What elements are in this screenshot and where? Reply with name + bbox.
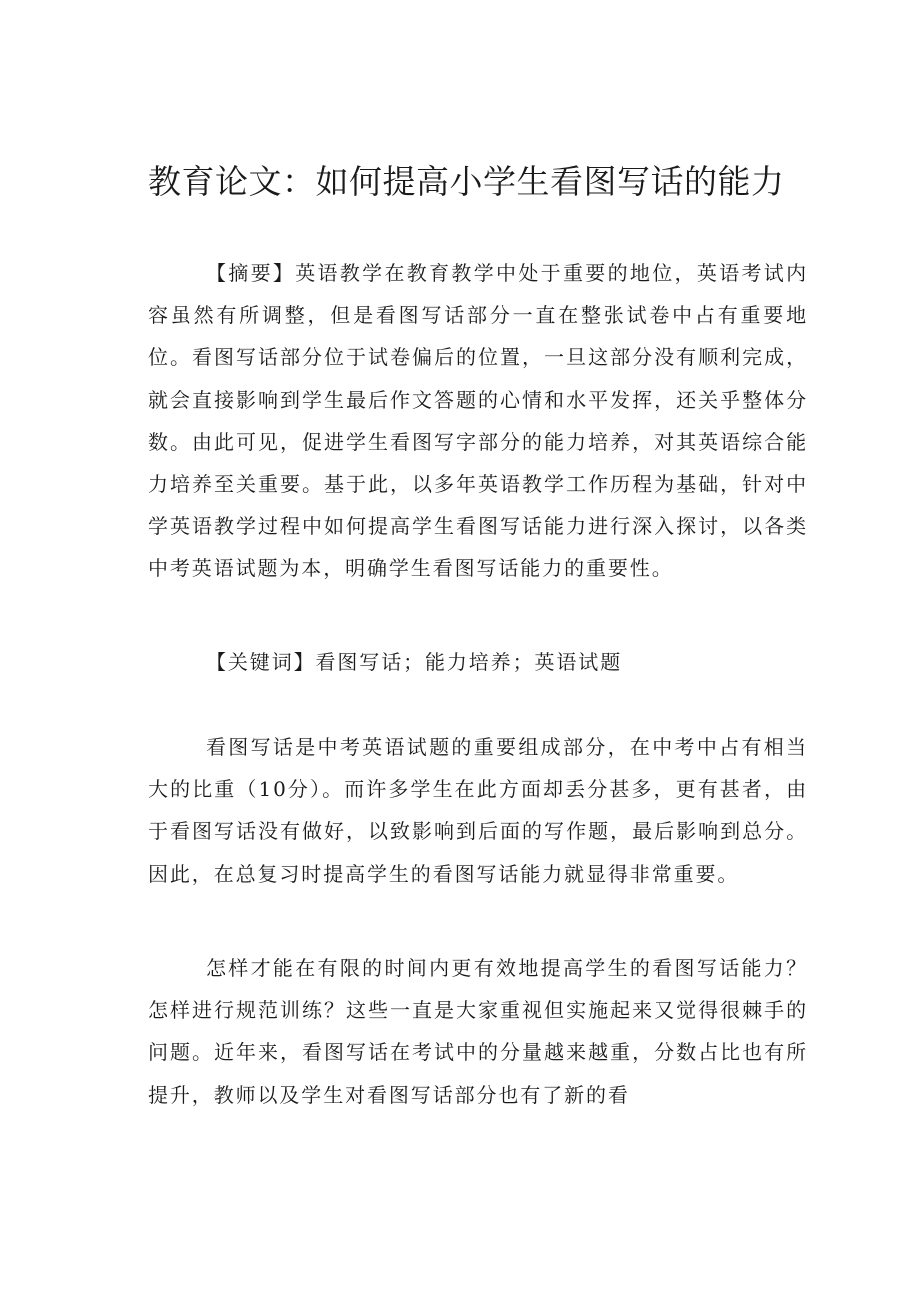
body-paragraph-1: 看图写话是中考英语试题的重要组成部分，在中考中占有相当大的比重（10分）。而许多学生在此方面却丢分甚多，更有甚者，由于看图写话没有做好，以致影响到后面的写作题，最后影响到总分。因此，在总复习时提高学生的看图写话能力就显得非常重要。 [148, 735, 808, 886]
abstract-label: 【摘要】 [206, 261, 296, 285]
keywords-text: 看图写话；能力培养；英语试题 [315, 650, 623, 674]
abstract-text: 英语教学在教育教学中处于重要的地位，英语考试内容虽然有所调整，但是看图写话部分一直在整张试卷中占有重要地位。看图写话部分位于试卷偏后的位置，一旦这部分没有顺利完成，就会直接影响到学生最后作文答题的心情和水平发挥，还关乎整体分数。由此可见，促进学生看图写字部分的能力培养，对其英语综合能力培养至关重要。基于此，以多年英语教学工作历程为基础，针对中学英语教学过程中如何提高学生看图写话能力进行深入探讨，以各类中考英语试题为本，明确学生看图写话能力的重要性。 [148, 261, 808, 581]
keywords-label: 【关键词】 [206, 650, 316, 674]
abstract-paragraph [148, 252, 808, 590]
document-title: 教育论文：如何提高小学生看图写话的能力 [148, 162, 785, 201]
body-paragraph-2: 怎样才能在有限的时间内更有效地提高学生的看图写话能力？怎样进行规范训练？这些一直是大家重视但实施起来又觉得很棘手的问题。近年来，看图写话在考试中的分量越来越重，分数占比也有所提升，教师以及学生对看图写话部分也有了新的看 [148, 956, 808, 1107]
keywords-paragraph [148, 641, 808, 683]
